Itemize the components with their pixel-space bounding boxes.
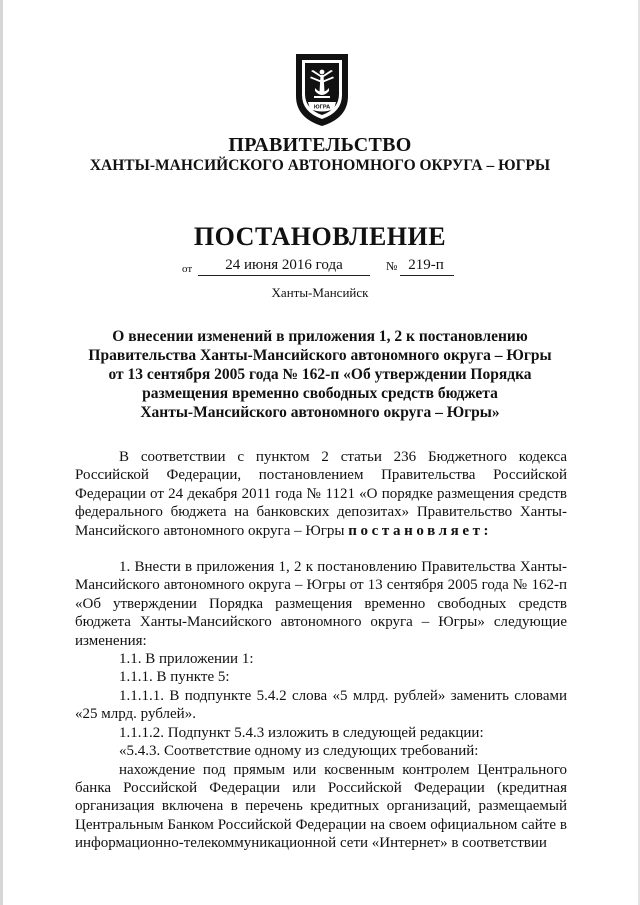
paragraph: нахождение под прямым или косвенным контролем Центрального банка Российской Федерации или Российской Федерации (кредитная организация включена в перечень кредитных организаций, размещаемый Центральным Банком Российской Федерации на своем официальном сайте в информационно-телекоммуникационной сети «Интернет» в соответствии	[75, 761, 567, 852]
title-line: Ханты-Мансийского автономного округа – Югры»	[140, 404, 500, 421]
title-line: от 13 сентября 2005 года № 162-п «Об утверждении Порядка	[108, 366, 532, 383]
number-sign: №	[386, 259, 398, 273]
emblem-text: ЮГРА	[313, 104, 331, 111]
preamble	[75, 448, 567, 540]
decree-title	[70, 327, 570, 422]
title-line: размещения временно свободных средств бюджета	[142, 385, 498, 402]
paragraph: 1.1.1.1. В подпункте 5.4.2 слова «5 млрд. рублей» заменить словами «25 млрд. рублей».	[75, 687, 567, 723]
ugra-coat-of-arms-icon	[290, 46, 354, 130]
document-body	[75, 448, 567, 853]
preamble-text: В соответствии с пунктом 2 статьи 236 Бюджетного кодекса Российской Федерации, постановлением Правительства Российской Федерации от 24 декабря 2011 года № 1121 «О порядке размещения средств федерального бюджета на банковских депозитах» Правительство Ханты-Мансийского автономного округа – Югры	[75, 449, 567, 539]
paragraph: 1.1. В приложении 1:	[119, 651, 254, 668]
city: Ханты-Мансийск	[271, 285, 369, 300]
date-underline	[198, 275, 370, 276]
paragraph: 1.1.1.2. Подпункт 5.4.3 изложить в следующей редакции:	[119, 724, 484, 741]
document-type: ПОСТАНОВЛЕНИЕ	[193, 222, 447, 251]
paragraph: «5.4.3. Соответствие одному из следующих требований:	[119, 743, 479, 760]
title-line: О внесении изменений в приложения 1, 2 к постановлению	[112, 328, 528, 345]
paragraph: 1.1.1. В пункте 5:	[119, 669, 230, 686]
paragraph: 1. Внести в приложения 1, 2 к постановлению Правительства Ханты-Мансийского автономного округа – Югры от 13 сентября 2005 года № 162-п «Об утверждении Порядка размещения временно свободных средств бюджета Ханты-Мансийского автономного округа – Югры» следующие изменения:	[75, 559, 567, 649]
document-date: 24 июня 2016 года	[225, 257, 343, 273]
date-prefix: от	[182, 263, 193, 275]
number-underline	[400, 275, 454, 276]
region-title: ХАНТЫ-МАНСИЙСКОГО АВТОНОМНОГО ОКРУГА – ЮГРЫ	[89, 157, 551, 174]
document-number: 219-п	[408, 257, 444, 273]
government-title: ПРАВИТЕЛЬСТВО	[228, 134, 412, 156]
title-line: Правительства Ханты-Мансийского автономного округа – Югры	[88, 347, 552, 364]
decree-word: постановляет:	[348, 522, 493, 539]
